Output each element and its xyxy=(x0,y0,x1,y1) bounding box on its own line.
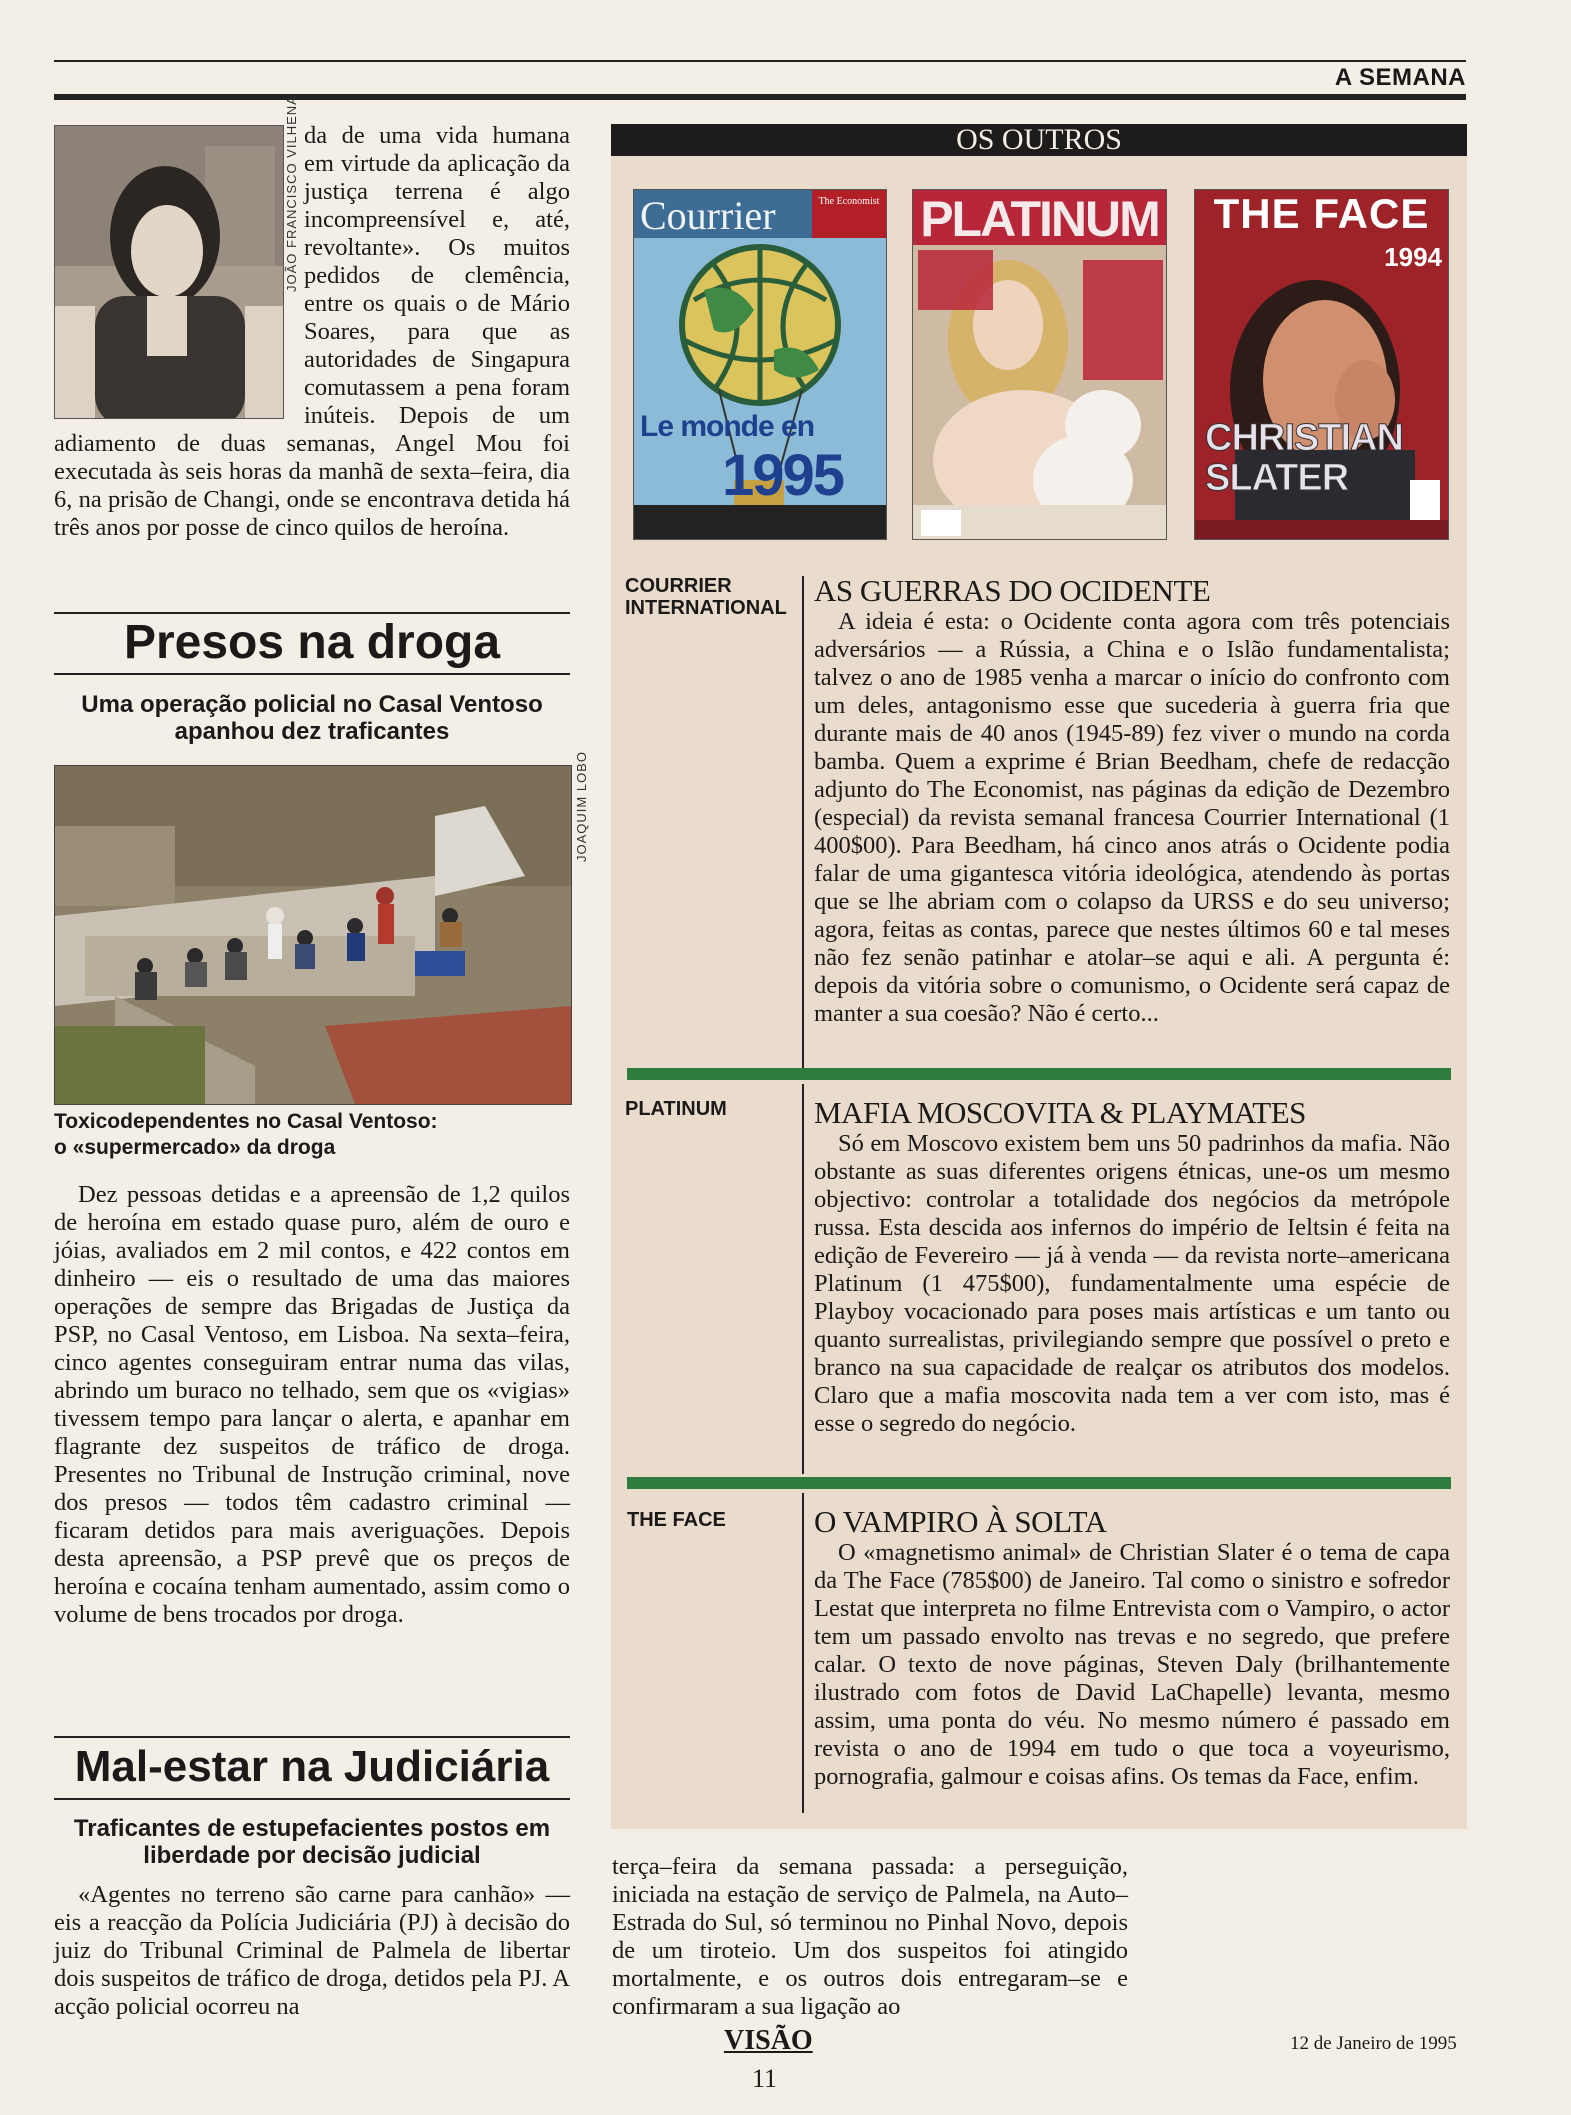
article1-headline: Presos na droga xyxy=(123,616,501,669)
divider-platinum xyxy=(802,1084,804,1474)
article-courrier-body: A ideia é esta: o Ocidente conta agora com três potenciais adversários — a Rússia, a China e o Islão fundamentalista; talvez o ano de 1985 venha a marcar o início do confronto com um deles, antagonismo esse que sucederia à guerra fria que durante mais de 40 anos (1945-89) fez viver o mundo na corda bamba. Quem a exprime é Brian Beedham, chefe de redacção adjunto do The Economist, nas páginas da edição de Dezembro (especial) da revista semanal francesa Courrier International (1 400$00). Para Beedham, há cinco anos atrás o Ocidente podia falar de uma gigantesca vitória ideológica, atendendo às portas que se lhe abriam com o colapso da URSS e do seu universo; agora, feitas as contas, parece que nestes últimos 60 e tal meses não fez senão patinhar e atolar–se aqui e ali. A pergunta é: depois da vitória sobre o comunismo, o Ocidente será capaz de manter a sua coesão? Não é certo... xyxy=(814,608,1450,1027)
article-platinum xyxy=(814,1096,1450,1438)
courrier-year: 1995 xyxy=(722,443,844,508)
article1-body: Dez pessoas detidas e a apreensão de 1,2 quilos de heroína em estado quase puro, além de ouro e jóias, avaliados em 2 mil contos, e 422 contos em dinheiro — eis o resultado de uma das maiores operações de sempre das Brigadas de Justiça da PSP, no Casal Ventoso, em Lisboa. Na sexta–feira, cinco agentes conseguiram entrar numa das vilas, abrindo um buraco no telhado, sem que os «vigias» tivessem tempo para lançar o alerta, e apanhar em flagrante dez suspeitos de tráfico de droga. Presentes no Tribunal de Instrução criminal, nove dos presos — todos têm cadastro criminal — ficaram detidos para mais averiguações. Depois desta apreensão, a PSP prevê que os preços de heroína e cocaína tenham aumentado, assim como o volume de bens trocados por droga. xyxy=(54,1181,570,1628)
photo-credit: JOÃO FRANCISCO VILHENA xyxy=(284,95,299,292)
the-face-masthead: THE FACE xyxy=(1213,190,1430,237)
label-platinum-line-1: PLATINUM xyxy=(625,1098,727,1120)
article-the-face xyxy=(814,1505,1450,1791)
photo-credit: JOAQUIM LOBO xyxy=(574,751,589,862)
header-bottom-rule xyxy=(54,94,1466,100)
footer-brand: VISÃO xyxy=(724,2025,813,2056)
label-courrier-line-1: COURRIER xyxy=(625,575,732,597)
caption-line-1: Toxicodependentes no Casal Ventoso: xyxy=(54,1110,438,1133)
divider-courrier xyxy=(802,576,804,1068)
label-courrier-line-2: INTERNATIONAL xyxy=(625,597,787,619)
the-face-year: 1994 xyxy=(1384,242,1442,272)
label-the-face xyxy=(627,1509,726,1531)
the-face-cover-line: CHRISTIAN SLATER xyxy=(1205,417,1403,499)
courrier-masthead: Courrier xyxy=(640,193,776,238)
green-divider-1 xyxy=(627,1068,1451,1080)
label-the-face-line-1: THE FACE xyxy=(627,1509,726,1531)
photo-caption xyxy=(54,1109,570,1161)
green-divider-2 xyxy=(627,1477,1451,1489)
courrier-cover-line: Le monde en xyxy=(640,410,815,443)
label-courrier xyxy=(625,575,787,619)
article2-headline-rule xyxy=(54,1798,570,1800)
article-platinum-body: Só em Moscovo existem bem uns 50 padrinhos da mafia. Não obstante as suas diferentes origens étnicas, une-os um mesmo objectivo: controlar a totalidade dos negócios da metrópole russa. Esta descida aos infernos do império de Ieltsin é feita na edição de Fevereiro — já à venda — da revista norte–americana Platinum (1 475$00), fundamentalmente uma espécie de Playboy vocacionado para poses mais artísticas e um tanto ou quanto surrealistas, privilegiando sempre que possível o preto e branco na sua capacidade de realçar os atributos dos modelos. Claro que a mafia moscovita nada tem a ver com isto, mas é esse o segredo do negócio. xyxy=(814,1130,1450,1437)
article-courrier-title: AS GUERRAS DO OCIDENTE xyxy=(814,573,1211,608)
article2-continuation: terça–feira da semana passada: a perseguição, iniciada na estação de serviço de Palmela, na Auto–Estrada do Sul, só terminou no Pinhal Novo, depois de um tiroteio. Um dos suspeitos foi atingido mortalmente, e os outros dois entregaram–se e confirmaram a sua ligação ao xyxy=(612,1853,1128,2020)
article1-subhead: Uma operação policial no Casal Ventoso apanhou dez traficantes xyxy=(81,691,543,745)
intro-text xyxy=(54,122,570,542)
cover-the-face xyxy=(1194,189,1449,540)
box-title: OS OUTROS xyxy=(611,124,1467,156)
caption-line-2: o «supermercado» da droga xyxy=(54,1136,336,1159)
cover-platinum xyxy=(912,189,1167,540)
article-the-face-body: O «magnetismo animal» de Christian Slater é o tema de capa da The Face (785$00) de Janeiro. Tal como o sinistro e sofredor Lestat que interpreta no filme Entrevista com o Vampiro, o actor tem um passado envolto nas trevas e no segredo, que prefere calar. O texto de nove páginas, Steven Daly (brilhantemente ilustrado com fotos de David LaChapelle) levanta, mesmo assim, uma ponta do véu. No mesmo número é passado em revista o ano de 1994 em tudo o que toca a voyeurismo, pornografia, galmour e coisas afins. Os temas da Face, enfim. xyxy=(814,1539,1450,1790)
cover-courrier xyxy=(633,189,887,540)
divider-the-face xyxy=(802,1493,804,1813)
article-platinum-title: MAFIA MOSCOVITA & PLAYMATES xyxy=(814,1095,1306,1130)
issue-date: 12 de Janeiro de 1995 xyxy=(1290,2033,1457,2054)
casal-ventoso-photo xyxy=(54,765,572,1105)
article-courrier xyxy=(814,574,1450,1028)
page-number: 11 xyxy=(752,2064,778,2093)
article2-subhead: Traficantes de estupefacientes postos em liberdade por decisão judicial xyxy=(73,1815,551,1869)
article2-headline: Mal-estar na Judiciária xyxy=(74,1742,550,1791)
courrier-economist-badge: The Economist xyxy=(818,196,880,207)
intro-text-content: da de uma vida humana em virtude da aplicação da justiça terrena é algo incompreensível e, até, revoltante». Os muitos pedidos de clemência, entre os quais o de Mário Soares, para que as autoridades de Singapura comutassem a pena foram inúteis. Depois de um adiamento de duas semanas, Angel Mou foi executada às seis horas da manhã de sexta–feira, dia 6, na prisão de Changi, onde se encontrava detida há três anos por posse de cinco quilos de heroína. xyxy=(54,122,570,541)
article1-headline-rule xyxy=(54,673,570,675)
header-top-rule xyxy=(54,60,1466,62)
label-platinum xyxy=(625,1098,727,1120)
platinum-masthead: PLATINUM xyxy=(920,191,1159,247)
article2-body: «Agentes no terreno são carne para canhão» — eis a reacção da Polícia Judiciária (PJ) à decisão do juiz do Tribunal Criminal de Palmela de libertar dois suspeitos de tráfico de droga, detidos pela PJ. A acção policial ocorreu na xyxy=(54,1881,570,2020)
article-the-face-title: O VAMPIRO À SOLTA xyxy=(814,1504,1107,1539)
section-label: A SEMANA xyxy=(1334,64,1466,91)
